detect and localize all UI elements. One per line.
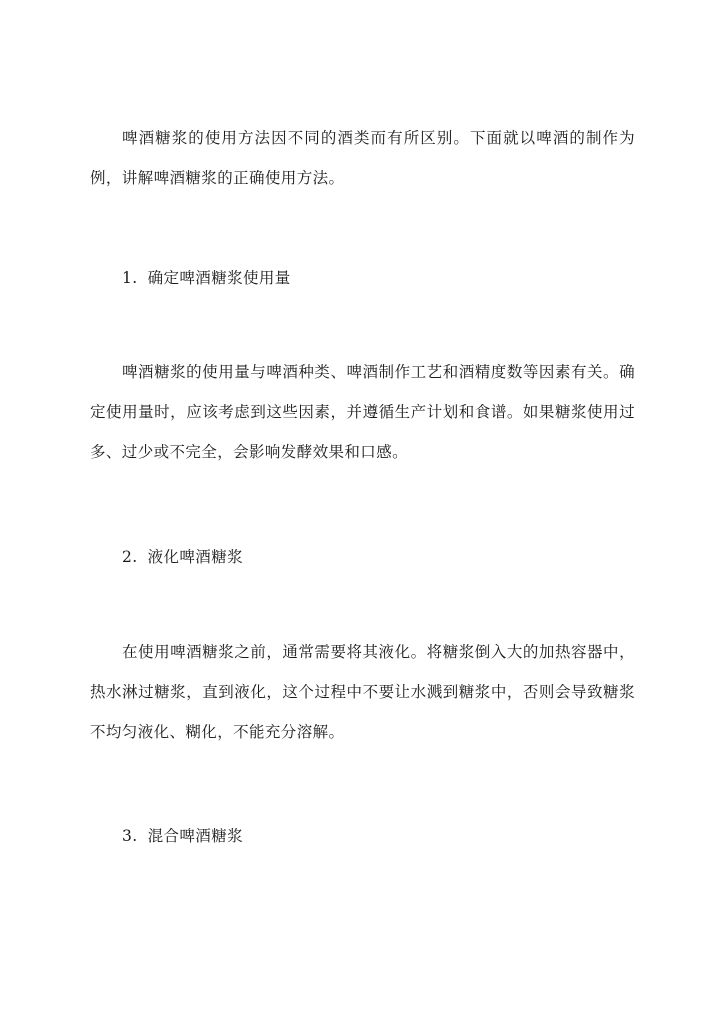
section-3-number: 3. [122,827,138,845]
section-1-heading [122,258,291,298]
section-1-title: 确定啤酒糖浆使用量 [147,269,291,287]
section-3-title: 混合啤酒糖浆 [147,827,243,845]
section-2-heading [122,537,243,577]
section-1-paragraph: 啤酒糖浆的使用量与啤酒种类、啤酒制作工艺和酒精度数等因素有关。确定使用量时，应该考虑到这些因素，并遵循生产计划和食谱。如果糖浆使用过多、过少或不完全，会影响发酵效果和口感。 [90,363,635,461]
intro-paragraph: 啤酒糖浆的使用方法因不同的酒类而有所区别。下面就以啤酒的制作为例，讲解啤酒糖浆的正确使用方法。 [90,129,635,187]
section-2-number: 2. [122,548,138,566]
section-1-number: 1. [122,269,138,287]
section-2-paragraph: 在使用啤酒糖浆之前，通常需要将其液化。将糖浆倒入大的加热容器中，热水淋过糖浆，直到液化，这个过程中不要让水溅到糖浆中，否则会导致糖浆不均匀液化、糊化，不能充分溶解。 [90,643,635,741]
section-2-title: 液化啤酒糖浆 [147,548,243,566]
section-3-heading [122,816,243,856]
